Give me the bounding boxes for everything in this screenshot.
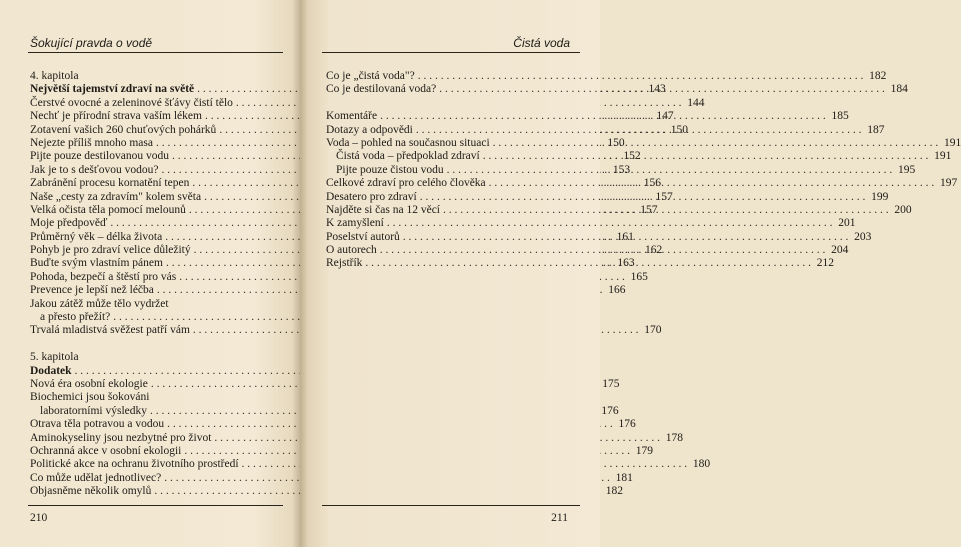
- leader-dots: [443, 204, 889, 217]
- toc-entry-title: O autorech: [326, 244, 377, 257]
- leader-dots: [403, 231, 849, 244]
- toc-entry-page: 191: [934, 150, 952, 163]
- leader-dots: [380, 110, 826, 123]
- toc-entry-title: Aminokyseliny jsou nezbytné pro život: [30, 431, 212, 444]
- toc-entry: [30, 418, 636, 431]
- toc-entry-title: Dodatek: [30, 364, 72, 377]
- toc-entry-page: 176: [601, 404, 619, 417]
- toc-entry-title: Desatero pro zdraví: [326, 190, 417, 203]
- toc-entry-page: 170: [644, 324, 662, 337]
- toc-entry: [30, 377, 620, 391]
- toc-entry-title: Pohyb je pro zdraví velice důležitý: [30, 244, 191, 257]
- toc-entry-page: 182: [869, 70, 887, 82]
- toc-entry-page: 150: [607, 136, 625, 149]
- toc-entry-title: Ochranná akce v osobní ekologii: [30, 444, 182, 457]
- leader-dots: [416, 124, 862, 137]
- toc-entry-title: laboratorními výsledky: [40, 404, 147, 417]
- toc-entry-page: 203: [854, 230, 872, 243]
- toc-entry: [30, 311, 283, 324]
- header-rule-left: [28, 52, 283, 53]
- toc-entry-page: 178: [665, 431, 684, 444]
- chapter-5-entries-b: [30, 418, 711, 498]
- leader-dots: [420, 191, 866, 204]
- leader-dots: [489, 177, 935, 190]
- toc-entry-title: Najděte si čas na 12 věcí: [326, 203, 440, 216]
- toc-entry-title: Čerstvé ovocné a zeleninové šťávy čistí tělo: [30, 96, 233, 109]
- leader-dots: [483, 150, 929, 163]
- toc-entry: [30, 404, 619, 418]
- toc-entry-page: 162: [645, 244, 663, 257]
- toc-entry-title: Nejezte příliš mnoho masa: [30, 136, 153, 149]
- toc-entry-page: 212: [816, 257, 835, 270]
- toc-entry-page: 150: [670, 123, 688, 136]
- toc-entry-title: Pohoda, bezpečí a štěstí pro vás: [30, 270, 177, 283]
- toc-entry-title: Pijte pouze čistou vodu: [336, 163, 444, 176]
- running-head-left: Šokující pravda o vodě: [30, 36, 153, 50]
- toc-entry-page: 144: [687, 96, 705, 109]
- toc-entry-title: Co je destilovaná voda?: [326, 83, 437, 96]
- toc-entry: [30, 284, 626, 297]
- toc-entry-title: Moje předpověď: [30, 217, 108, 230]
- toc-entry-title: Co může udělat jednotlivec?: [30, 471, 162, 484]
- toc-entry: [30, 324, 662, 337]
- spacer: [30, 338, 283, 351]
- leader-dots: [447, 164, 893, 177]
- toc-entry-title: Dotazy a odpovědi: [326, 123, 413, 136]
- toc-entry-title: Otrava těla potravou a vodou: [30, 418, 165, 431]
- toc-entry-page: 157: [640, 203, 658, 216]
- toc-entry-title: Rejstřík: [326, 257, 363, 270]
- toc-entry-page: 143: [648, 83, 666, 96]
- toc-entry-page: 184: [890, 83, 908, 96]
- toc-entry: [30, 458, 711, 471]
- page-number-left: 210: [30, 512, 48, 524]
- toc-entry: [30, 431, 684, 445]
- toc-entry-title: Objasněme několik omylů: [30, 485, 152, 498]
- toc-entry-page: 195: [898, 163, 916, 176]
- toc-entry-page: 175: [602, 377, 620, 390]
- toc-entry-title: Trvalá mladistvá svěžest patří vám: [30, 324, 190, 337]
- leader-dots: [365, 257, 811, 270]
- leader-dots: [387, 217, 833, 230]
- toc-entry-page: 197: [940, 177, 958, 190]
- toc-entry-title: Pijte pouze destilovanou vodu: [30, 150, 169, 163]
- toc-entry-title: Jak je to s dešťovou vodou?: [30, 163, 159, 176]
- toc-entry-page: 185: [831, 110, 849, 123]
- toc-entry-title: Poselství autorů: [326, 230, 400, 243]
- toc-entry: [30, 270, 648, 284]
- toc-entry: [30, 96, 705, 110]
- toc-entry-title: Čistá voda – předpoklad zdraví: [336, 150, 480, 163]
- toc-entry-title: Voda – pohled na současnou situaci: [326, 136, 490, 149]
- toc-entry: [30, 444, 653, 458]
- toc-entry-title: Nová éra osobní ekologie: [30, 377, 148, 390]
- toc-entry: [326, 217, 856, 230]
- toc-entry-title: Prevence je lepší než léčba: [30, 284, 154, 297]
- toc-entry-title: Komentáře: [326, 110, 378, 123]
- toc-entry-page: 201: [838, 217, 856, 230]
- toc-entry-title: Celkové zdraví pro celého člověka: [326, 177, 486, 190]
- toc-entry: [30, 485, 623, 498]
- toc-entry-title: Naše „cesty za zdravím" kolem světa: [30, 190, 202, 203]
- footer-rule-right: [322, 505, 580, 506]
- toc-entry-page: 161: [616, 230, 634, 243]
- toc-entry-page: 199: [871, 190, 889, 203]
- toc-entry-page: 180: [692, 458, 711, 471]
- chapter-5-entries-a: [30, 364, 620, 392]
- toc-entry-page: 147: [656, 110, 674, 123]
- toc-entry-page: 152: [623, 150, 641, 163]
- toc-entry-page: 165: [630, 270, 648, 283]
- leader-dots: [439, 83, 885, 96]
- leader-dots: [418, 70, 864, 83]
- toc-entry-page: 182: [605, 485, 623, 498]
- toc-entry-title: a přesto přežít?: [40, 311, 111, 324]
- toc-entry-title: Velká očista těla pomocí melounů: [30, 203, 186, 216]
- toc-entry-title: Největší tajemství zdraví na světě: [30, 83, 195, 96]
- toc-entry: [30, 365, 283, 378]
- toc-entry-page: 181: [615, 471, 633, 484]
- book-gutter-shadow: [292, 0, 308, 547]
- toc-entry-page: 166: [608, 284, 626, 297]
- toc-entry-title: Co je „čistá voda"?: [326, 70, 415, 82]
- toc-entry-page: 191: [944, 136, 961, 149]
- toc-entry-title: Nechť je přírodní strava vaším lékem: [30, 110, 202, 123]
- chapter-4-label: 4. kapitola: [30, 70, 79, 82]
- toc-entry-title: Politické akce na ochranu životního prostředí: [30, 458, 239, 471]
- toc-entry-page: 153: [612, 163, 631, 176]
- spacer: [326, 97, 578, 110]
- toc-entry-page: 200: [894, 203, 912, 216]
- toc-entry-title: Zabránění procesu kornatění tepen: [30, 177, 190, 190]
- toc-entry-page: 157: [655, 190, 673, 203]
- toc-entry-page: 204: [831, 244, 849, 257]
- running-head-right: Čistá voda: [513, 36, 570, 50]
- page-number-right: 211: [551, 512, 568, 524]
- toc-entry-page: 179: [635, 444, 653, 457]
- toc-entry-title: K zamyšlení: [326, 217, 384, 230]
- toc-entry-title: Buďte svým vlastním pánem: [30, 257, 163, 270]
- leader-dots: [380, 244, 826, 257]
- toc-entry-line1: Biochemici jsou šokováni: [30, 391, 150, 404]
- leader-dots: [493, 137, 939, 150]
- toc-entry-title: Zotavení vašich 260 chuťových pohárků: [30, 123, 217, 136]
- toc-entry-page: 187: [867, 123, 885, 136]
- footer-rule-left: [28, 505, 283, 506]
- toc-entry: [30, 471, 633, 485]
- toc-entry-page: 156: [643, 177, 661, 190]
- toc-entry: [30, 217, 283, 230]
- toc-entry: [326, 70, 887, 83]
- toc-entry-line1: Jakou zátěž může tělo vydržet: [30, 297, 169, 310]
- header-rule-right: [322, 52, 580, 53]
- toc-entry-page: 176: [618, 418, 636, 431]
- chapter-5-label: 5. kapitola: [30, 351, 79, 364]
- toc-entry-title: Průměrný věk – délka života: [30, 230, 163, 243]
- toc-entry-page: 163: [617, 257, 635, 270]
